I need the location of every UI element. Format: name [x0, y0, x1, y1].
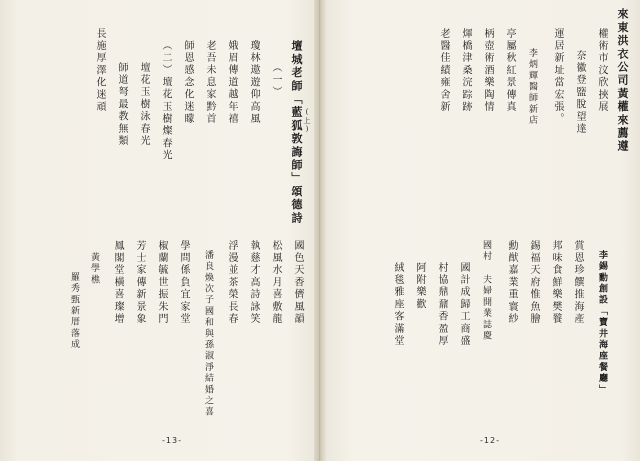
right-subheading-2: 李錫勳創設「寶井海座餐廳」 [597, 250, 607, 396]
left-signature-2: 羅秀甄新厝落成 [69, 272, 79, 351]
right-line-7: 柄壺術酒樂陶情 [482, 28, 493, 114]
left-heading-1: 壇城老師「藍狐敦誨師」頌德詩 [290, 40, 303, 225]
left-line-7: （二）壇花玉樹燦春光 [160, 40, 171, 162]
right-line-11: 賞恩珍饌推海產 [572, 240, 583, 326]
left-line-13: 國色天香儕風韻 [292, 240, 303, 326]
right-line-3: 奈徽登盬脫望達 [574, 50, 585, 136]
left-line-4: 娥眉傳道越年禧 [226, 40, 237, 126]
right-heading-1: 來東洪衣公司黃權來薦遵 [616, 8, 629, 154]
right-subheading-1: 李炳輝醫師新店 [527, 48, 537, 127]
right-line-8: 煇橋津桑浣踪跡 [460, 28, 471, 114]
right-line-18: 阿附樂歡 [414, 262, 425, 311]
left-line-20: 芳士家傳新景象 [134, 240, 145, 326]
left-line-18: 學問係負宜家堂 [178, 240, 189, 326]
left-line-11: 師道弩最教無類 [116, 62, 127, 148]
left-line-5: 老吾未息家黔首 [204, 40, 215, 126]
right-page-folio: -12- [480, 436, 500, 445]
right-subheading-3: 國村 夫婦開業誌慶 [481, 240, 491, 342]
left-line-6: 師恩感念化迷矇 [182, 40, 193, 126]
left-page-folio: -13- [162, 436, 182, 445]
left-line-15: 執慈才高詩詠笑 [248, 240, 259, 326]
left-signature-1: 黃學樵 [89, 252, 99, 286]
right-line-16: 國計成歸工商盛 [458, 262, 469, 348]
left-line-14: 松風水月喜敷龍 [270, 240, 281, 326]
left-heading-1-note: (上) [303, 108, 311, 134]
book-gutter [314, 0, 326, 461]
left-line-19: 椒蘭毓世振朱門 [156, 240, 167, 326]
right-line-17: 村協鼎鼐香盈厚 [436, 262, 447, 348]
left-line-3: 瓊林遨遊仰高風 [248, 40, 259, 126]
right-line-9: 老醫佳績雍舍新 [438, 28, 449, 114]
left-line-16: 浮漫並茶榮長春 [226, 240, 237, 326]
book-gutter-line [319, 0, 320, 461]
left-line-12: 長施厚澤化迷頑 [94, 28, 105, 114]
left-subheading-1: 潘良煥次子國和與孫淑淨結婚之喜 [203, 250, 213, 418]
right-line-2: 權術市汶欣挾展 [596, 28, 607, 114]
right-page-leaf [322, 0, 640, 461]
right-line-13: 錫福天府惟魚膾 [528, 240, 539, 326]
right-line-4: 運居新址當宏張。 [552, 28, 563, 126]
right-line-6: 亭屬秋紅景傳真 [504, 28, 515, 114]
right-line-12: 邦味食鮮樂樊餮 [550, 240, 561, 326]
left-line-9: 壇花玉樹泳春光 [138, 62, 149, 148]
right-line-19: 絨毯雅座客滿堂 [392, 262, 403, 348]
left-line-21: 鳳閣堂橫喜璨增 [112, 240, 123, 326]
right-line-14: 勳猷嘉業重寰紗 [506, 240, 517, 326]
left-line-2: （一） [270, 62, 281, 99]
